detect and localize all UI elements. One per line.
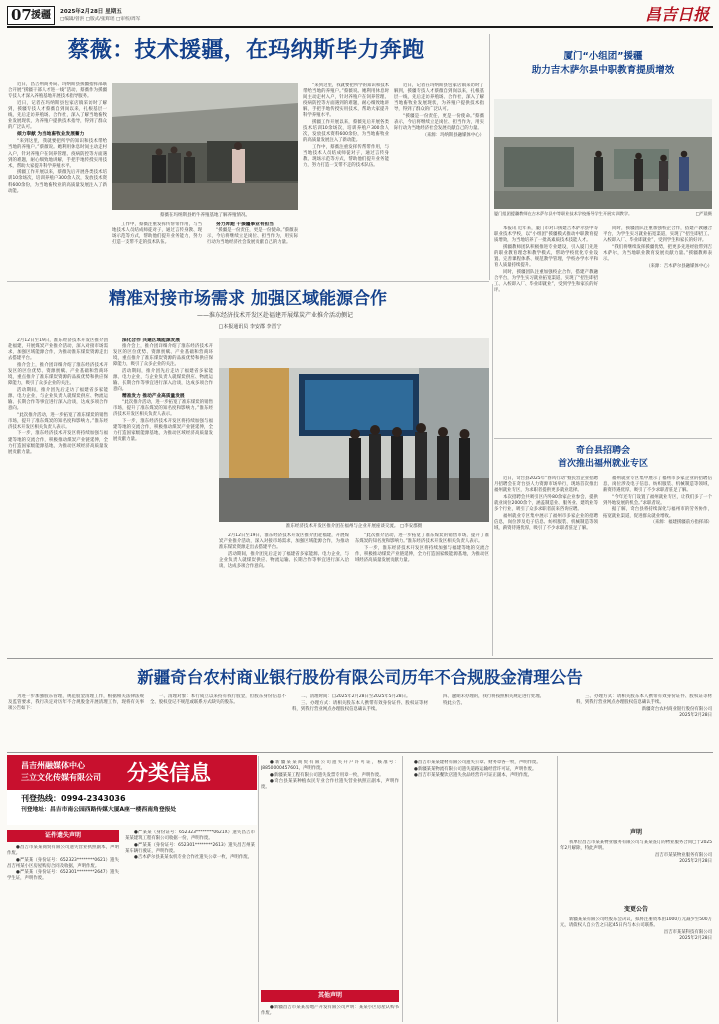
classified-other-list — [261, 1005, 399, 1021]
editors-line: □编辑/曾洪 □版式/张辉瑶 □审校/周军 — [60, 17, 141, 22]
notice-para3: 二、清理时间：自2025年2月28日至2025年5月28日。 — [301, 694, 411, 699]
article3-para5c: 下一步，淮东经济技术开发区将持续加强与福建等地的交流合作，积极推动煤炭产业链延伸，全力打造国家级能源基地，为推动区域经济高质量发展贡献力量。 — [355, 545, 489, 563]
divider — [494, 438, 712, 439]
article3-para4c: “此次推介活动，进一步拓宽了准东煤炭的销售市场，提升了准东煤炭的知名度和影响力。”淮东经济技术开发区相关负责人表示。 — [355, 533, 489, 545]
classified-change-date: 2025年2月28日 — [679, 935, 712, 941]
article2-photo-credit: □严晨摄 — [695, 211, 712, 216]
article3-para3: 活动期间，推介团先后走访了福建省多家能源、电力企业，与企业负责人就煤炭供应、物流运输、长期合作等事宜进行深入洽谈，达成多项合作意向。 — [8, 387, 108, 412]
classified-list-item: ●严某某（身份证号：652323********0621X）遗失昌吉市某某建筑工程有限公司收据一份，声明作废。 — [125, 830, 255, 842]
article1-para5: “援疆是一份责任，更是一份使命。”蔡薇表示，今后将继续立足岗位、担当作为，用实际行动为当地经济社会发展贡献自己的力量。 — [207, 228, 298, 246]
classified-notice-text: 我单位昌吉市某某物业服务有限公司与某某签订的物业服务合同已于2025年2月解除，特此声明。 — [560, 840, 712, 852]
article1-para3b: 援疆工作开展以来，蔡薇先后开展各类技术培训10余场次，培训养殖户300余人次，发放技术资料600余份，为当地畜牧业的高质量发展注入了新动能。 — [303, 120, 389, 144]
article3-col4 — [355, 533, 489, 654]
article3-para2b: 推介会上，推介团详细介绍了淮东经济技术开发区的区位优势、资源禀赋、产业基础和营商环境，重点推介了准东煤炭资源的品质优势和供应保障能力，吸引了众多企业的关注。 — [113, 344, 213, 368]
article1-para2b: “来到这里，我就要把所学的知识和技术带给当地的养殖户。”蔡薇说。她利用休息时间主动走村入户，针对养殖户在饲养管理、疫病防控等方面遇到的难题，耐心细致地讲解，手把手地传授实用技术，帮助大家提升科学养殖水平。 — [303, 83, 389, 119]
article4-para1: 近日，奇台县2025年“春风行动”暨民营企业招聘月招聘会在奇台县人力资源市场举行，现场首次推出福州就业专区，为求职者提供更多就业选择。 — [494, 476, 598, 494]
article3-para1c: 2月12日至19日，淮东经济技术开发区推介团赴福建，开展煤炭产业推介活动，深入对接市场需求，加强区域能源合作，为推动淮东煤炭资源走出去搭建平台。 — [219, 533, 349, 551]
classified-contact — [7, 790, 257, 825]
article3-col3 — [219, 533, 349, 654]
article2-caption — [494, 211, 712, 217]
article1-para1: 近日，记者在玛纳斯县包家店镇采访时了解到，援疆专技人才蔡薇自到岗以来，扎根基层一线，先后走访养殖场、合作社，深入了解当地畜牧业发展现状，为养殖户提供技术指导，得到了群众的广泛认可。 — [8, 100, 107, 131]
classified-address: 刊登地址：昌吉市南公园西路传媒大厦A座一楼西南角登报处 — [21, 807, 177, 813]
article1-para4: 工作中，蔡薇注重发挥传帮带作用，与当地技术人员结成师徒对子，通过言传身教、现场示范等方式，帮助他们提升业务能力，努力打造一支带不走的技术队伍。 — [112, 222, 202, 246]
article2-caption-text: 厦门组团援疆教师在吉木萨尔县中等职业技术学校指导学生开展实训教学。 — [494, 211, 633, 216]
classified-list-item: ●严某某（身份证号：652301********2613）遗失昌吉州某某车辆行驶证，声明作废。 — [125, 842, 255, 854]
section-name: 援疆 — [31, 10, 51, 21]
article2-title-block — [494, 50, 712, 78]
notice-para2: 一、清理对象：本行成立以来持有我行股金，但股东身份信息不全、股权登记不规范或联系方式缺失的股东。 — [150, 694, 286, 706]
article1-col5 — [394, 83, 484, 274]
article4-col2 — [603, 476, 712, 654]
issue-date: 2025年2月28日 星期五 — [60, 9, 122, 15]
classified-list-item: ●昌吉市某某餐饮店遗失食品经营许可证正副本，声明作废。 — [414, 773, 532, 779]
article2-col1 — [494, 226, 598, 434]
article3-para3b: 活动期间，推介团先后走访了福建省多家能源、电力企业，与企业负责人就煤炭供应、物流运输、长期合作等事宜进行深入洽谈，达成多项合作意向。 — [113, 368, 213, 393]
classified-col4 — [405, 760, 555, 1020]
article1-para1b: 近日，记者在玛纳斯县包家店镇采访时了解到，援疆专技人才蔡薇自到岗以来，扎根基层一线，先后走访养殖场、合作社，深入了解当地畜牧业发展现状，为养殖户提供技术指导，得到了群众的广泛认可。 — [394, 83, 484, 113]
article3-para5b: 下一步，淮东经济技术开发区将持续加强与福建等地的交流合作，积极推动煤炭产业链延伸，全力打造国家级能源基地，为推动区域经济高质量发展贡献力量。 — [113, 418, 213, 442]
classified-other-item: ●新疆昌吉市某某房地产开发有限公司声明：某某小区房屋认购书作废。 — [261, 1005, 399, 1017]
divider — [7, 658, 713, 659]
notice-title: 新疆奇台农村商业银行股份有限公司历年不合规股金清理公告 — [137, 668, 583, 687]
article3-col1 — [8, 338, 108, 654]
classified-title: 分类信息 — [127, 760, 211, 785]
article3-para4: “此次推介活动，进一步拓宽了准东煤炭的销售市场，提升了准东煤炭的知名度和影响力。”淮东经济技术开发区相关负责人表示。 — [8, 412, 108, 430]
classified-other-heading: 其他声明 — [261, 990, 399, 1002]
article1-col4 — [303, 83, 389, 274]
article2-para3: 同时，援疆团队注重加强校企合作，搭建产教融合平台，为学生实习就业拓宽渠道，实现了“招生即招工、入校即入厂、毕业即就业”，受到学生和家长的好评。 — [494, 269, 598, 293]
notice-para1: 为进一步加强股东管理，规范股金清理工作，根据相关法律法规及监管要求，我行决定对历年不合规股金开展清理工作，现将有关事项公告如下： — [8, 694, 144, 712]
article3-byline: □本报通讯员 李安郡 李晋宁 — [218, 324, 282, 330]
classified-change-heading: 变更公告 — [623, 906, 648, 913]
classified-list-item: ●昌吉市某某建材有限公司遗失公章、财务章各一枚，声明作废。 — [414, 760, 541, 765]
article4-title: 奇台县招聘会 — [575, 446, 630, 456]
divider — [557, 756, 558, 1022]
classified-center: 昌吉州融媒体中心 — [21, 761, 85, 770]
article1-lead: 近日，昌吉州商务局、玛纳斯县援疆指挥部联合开展“援疆干部人才进一线”活动，蔡薇作为援疆专技人才深入养殖基地开展技术指导服务。 — [8, 82, 107, 100]
notice-col1 — [8, 694, 144, 748]
article1-para3: 援疆工作开展以来，蔡薇先后开展各类技术培训10余场次，培训养殖户300余人次，发放技术资料600余份，为当地畜牧业的高质量发展注入了新动能。 — [8, 170, 107, 194]
article2-para3b: 同时，援疆团队注重加强校企合作，搭建产教融合平台，为学生实习就业拓宽渠道，实现了“招生即招工、入校即入厂、毕业即就业”，受到学生和家长的好评。 — [603, 226, 712, 244]
notice-para4b: 三、办理方式：请相关股东本人携带有效身份证件、股权证等材料，到我行营业网点办理股权信息确认手续。 — [576, 694, 712, 706]
article3-col2 — [113, 338, 213, 654]
divider — [402, 756, 403, 1022]
article1-col1 — [8, 82, 107, 270]
article2-photo — [494, 99, 712, 209]
article3-subhead1: 深化合作 共建区域能源发展 — [122, 338, 180, 343]
notice-col4 — [434, 694, 570, 748]
classified-phone: 刊登热线：0994-2343036 — [21, 794, 126, 803]
notice-date: 2025年2月28日 — [679, 712, 712, 718]
classified-change-text: 新疆某某有限公司经股东会决议，拟将注册资本由1000万元减少至500万元，请债权人自公告之日起45日内与本公司联系。 — [560, 917, 712, 929]
article1-title: 蔡薇：技术援疆，在玛纳斯毕力奔跑 — [67, 37, 425, 63]
page-number: 07 — [11, 6, 32, 24]
article2-para2: 援疆教师团队积极推进专业建设，引入厦门先进的职业教育理念和教学模式，帮助学校优化专业设置、完善课程体系、规范教学管理，学校办学水平和育人质量持续提升。 — [494, 244, 598, 269]
notice-col5 — [576, 694, 712, 748]
article1-subhead1: 倾力奉献 为当地畜牧业发展蓄力 — [17, 132, 85, 138]
article3-subhead2: 精准发力 推动产业高质量发展 — [122, 393, 185, 399]
page-number-box — [7, 6, 55, 25]
article3-para4b: “此次推介活动，进一步拓宽了准东煤炭的销售市场，提升了准东煤炭的知名度和影响力。”淮东经济技术开发区相关负责人表示。 — [113, 399, 213, 418]
divider — [258, 756, 259, 1022]
article2-title: 厦门“小组团”援疆 — [563, 51, 643, 62]
article4-title-block — [494, 445, 712, 471]
meeting-photo-illustration — [219, 338, 489, 522]
article2-col2 — [603, 226, 712, 434]
article1-col3 — [207, 222, 298, 274]
classified-lost-item: ●严某某（身份证号：652323********0621）遗失昌吉州某小区房屋购房合同及收据，声明作废。 — [7, 857, 119, 869]
article1-para2: “来到这里，我就要把所学的知识和技术带给当地的养殖户。”蔡薇说。她利用休息时间主动走村入户，针对养殖户在饲养管理、疫病防控等方面遇到的难题，耐心细致地讲解，手把手地传授实用技术，帮助大家提升科学养殖水平。 — [8, 139, 107, 169]
article1-photo — [112, 83, 298, 210]
masthead-rule — [7, 26, 713, 28]
article4-para2: 本次招聘会共吸引区内外80余家企业参会，提供就业岗位2000余个，涵盖制造业、服务业、建筑业等多个行业，吸引了众多求职者前来咨询应聘。 — [494, 494, 598, 512]
classified-list-item: ●新疆某某工程有限公司遗失发票专用章一枚，声明作废。 — [270, 772, 384, 778]
divider — [7, 752, 713, 753]
article4-para3: 福州就业专区集中展示了福州市多家企业的招聘信息，岗位涉及电子信息、纺织服装、机械制造等领域，薪资待遇优厚，吸引了不少求职者驻足了解。 — [494, 513, 598, 531]
article4-title2: 首次推出福州就业专区 — [557, 459, 648, 469]
classified-list-item: ●新疆某某物流有限公司遗失道路运输经营许可证，声明作废。 — [414, 766, 537, 772]
article1-para4b: 工作中，蔡薇注重发挥传帮带作用，与当地技术人员结成师徒对子，通过言传身教、现场示范等方式，帮助他们提升业务能力，努力打造一支带不走的技术队伍。 — [303, 144, 389, 169]
classified-notice-signer: 昌吉市某某物业服务有限公司 — [654, 852, 712, 858]
classroom-photo-illustration — [494, 99, 712, 209]
article3-para5: 下一步，淮东经济技术开发区将持续加强与福建等地的交流合作，积极推动煤炭产业链延伸，全力打造国家级能源基地，为推动区域经济高质量发展贡献力量。 — [8, 431, 108, 455]
article3-para3c: 活动期间，推介团先后走访了福建省多家能源、电力企业，与企业负责人就煤炭供应、物流运输、长期合作等事宜进行深入洽谈，达成多项合作意向。 — [219, 551, 349, 569]
notice-para6: 特此公告。 — [443, 700, 465, 706]
classified-list-item: ●奇台县某某种植农民专业合作社遗失营业执照正副本，声明作废。 — [261, 779, 399, 791]
classified-lost-list — [7, 845, 119, 1020]
article3-para2: 推介会上，推介团详细介绍了淮东经济技术开发区的区位优势、资源禀赋、产业基础和营商环境，重点推介了准东煤炭资源的品质优势和供应保障能力，吸引了众多企业的关注。 — [8, 362, 108, 387]
article3-photo-credit: □李安郡摄 — [399, 524, 423, 529]
article3-photo — [219, 338, 489, 522]
article1-subhead2: 努力奔跑 干援疆事业有担当 — [216, 222, 274, 227]
article3-para1: 2月12日至19日，淮东经济技术开发区推介团赴福建，开展煤炭产业推介活动，深入对接市场需求，加强区域能源合作，为推动淮东煤炭资源走出去搭建平台。 — [8, 338, 108, 362]
article2-para1: 本报讯 近年来，厦门市对口援建吉木萨尔县中等职业技术学校，以“小组团”援疆模式推动中职教育提质增效，为当地培养了一批高素质技术技能人才。 — [494, 226, 598, 244]
article2-para4: “我们将继续发挥援疆优势，把更多先进经验带到吉木萨尔，为当地职业教育发展贡献力量。”援疆教师表示。 — [603, 244, 712, 262]
article1-col2 — [112, 222, 202, 274]
classified-list-item: ●吉木萨尔县某某农机专业合作社遗失公章一枚，声明作废。 — [134, 855, 252, 861]
classified-change-signer: 昌吉市某某科技有限公司 — [663, 929, 712, 935]
article3-title: 精准对接市场需求 加强区域能源合作 — [109, 289, 387, 309]
classified-lost-item: ●严某某（身份证号：652301********2647）遗失学生证，声明作废。 — [7, 870, 119, 882]
divider — [492, 284, 493, 656]
classified-notice-heading: 声明 — [629, 829, 642, 836]
notice-para5: 四、逾期未办理的，我行将按照相关规定进行处理。 — [443, 694, 544, 699]
article1-caption: 蔡薇在玛纳斯县奶牛养殖基地了解养殖情况。 — [160, 213, 250, 218]
article4-para3b: 福州就业专区集中展示了福州市多家企业的招聘信息，岗位涉及电子信息、纺织服装、机械制造等领域，薪资待遇优厚，吸引了不少求职者驻足了解。 — [603, 476, 712, 494]
article3-subtitle: ——淮东经济技术开发区赴福建开展煤炭产业推介活动侧记 — [196, 312, 353, 319]
classified-lost-item: ●昌吉市某某商贸有限公司遗失营业执照副本，声明作废。 — [7, 845, 119, 857]
masthead — [7, 4, 713, 26]
article1-source: （来源：玛纳斯县融媒体中心） — [422, 132, 484, 138]
classified-change-block — [560, 917, 712, 1020]
notice-col2 — [150, 694, 286, 748]
article2-source: （来源：吉木萨尔县融媒体中心） — [646, 263, 712, 269]
classified-col3 — [261, 760, 399, 1020]
classified-notice-block — [560, 840, 712, 900]
article4-para5: 据了解，奇台县将持续深化与福州市的劳务协作，拓宽就业渠道，促进群众就业增收。 — [603, 507, 712, 519]
article4-para4: “今年还专门设置了福州就业专区，让我们多了一个到外地发展的机会。”求职者说。 — [603, 494, 712, 506]
article3-caption-text: 淮东经济技术开发区推介团在福州与企业开展座谈交流。 — [285, 524, 399, 529]
newspaper-logo: 昌吉日报 — [644, 5, 709, 24]
article3-caption — [219, 523, 489, 530]
barn-photo-illustration — [112, 83, 298, 210]
classified-lost-heading: 证件遗失声明 — [7, 830, 119, 842]
classified-notice-date: 2025年2月28日 — [679, 858, 712, 864]
divider — [7, 281, 489, 282]
article4-col1 — [494, 476, 598, 654]
classified-company: 三立文化传媒有限公司 — [21, 773, 101, 782]
classified-list-item: ●新疆某某商贸有限公司遗失开户许可证，核准号：J8850000457601，声明作废。 — [261, 760, 399, 772]
notice-col3 — [292, 694, 428, 748]
article4-source: （来源：福建援疆前方指挥部） — [650, 520, 712, 526]
article1-para5b: “援疆是一份责任，更是一份使命。”蔡薇表示，今后将继续立足岗位、担当作为，用实际行动为当地经济社会发展贡献自己的力量。 — [394, 113, 484, 132]
classified-col2 — [125, 830, 255, 1020]
notice-signer: 新疆奇台农村商业银行股份有限公司 — [641, 706, 712, 712]
notice-para4: 三、办理方式：请相关股东本人携带有效身份证件、股权证等材料，到我行营业网点办理股权信息确认手续。 — [292, 700, 428, 712]
article2-title2: 助力吉木萨尔县中职教育提质增效 — [531, 65, 675, 76]
divider — [489, 34, 490, 280]
